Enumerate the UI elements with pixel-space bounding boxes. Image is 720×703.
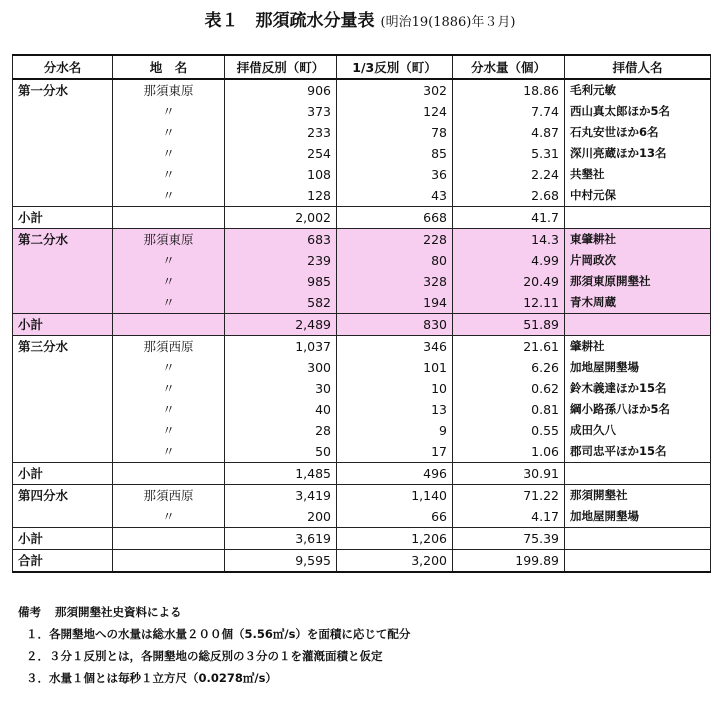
branch-cell bbox=[13, 399, 113, 420]
table-row bbox=[13, 336, 711, 358]
place-cell bbox=[113, 207, 225, 229]
person-cell bbox=[565, 207, 711, 229]
third-area-cell: 830 bbox=[337, 314, 453, 336]
third-area-cell: 1,206 bbox=[337, 528, 453, 550]
subtotal-row bbox=[13, 207, 711, 229]
table-title bbox=[0, 6, 720, 31]
area-cell: 2,002 bbox=[225, 207, 337, 229]
person-cell: 鈴木義達ほか15名 bbox=[565, 378, 711, 399]
branch-cell: 第三分水 bbox=[13, 336, 113, 358]
title-date: (明治19(1886)年３月) bbox=[380, 15, 516, 30]
header-row bbox=[13, 55, 711, 79]
person-cell: 深川亮蔵ほか13名 bbox=[565, 143, 711, 164]
person-cell: 那須東原開墾社 bbox=[565, 271, 711, 292]
notes bbox=[18, 601, 708, 689]
branch-cell: 第二分水 bbox=[13, 229, 113, 251]
header-branch: 分水名 bbox=[13, 55, 113, 79]
branch-cell bbox=[13, 506, 113, 528]
table-row bbox=[13, 122, 711, 143]
third-area-cell: 43 bbox=[337, 185, 453, 207]
place-cell: 〃 bbox=[113, 271, 225, 292]
header-place: 地 名 bbox=[113, 55, 225, 79]
place-cell: 那須西原 bbox=[113, 336, 225, 358]
place-cell: 〃 bbox=[113, 185, 225, 207]
water-cell: 4.87 bbox=[453, 122, 565, 143]
person-cell: 東肇耕社 bbox=[565, 229, 711, 251]
third-area-cell: 10 bbox=[337, 378, 453, 399]
branch-cell bbox=[13, 143, 113, 164]
area-cell: 3,619 bbox=[225, 528, 337, 550]
area-cell: 28 bbox=[225, 420, 337, 441]
area-cell: 128 bbox=[225, 185, 337, 207]
third-area-cell: 36 bbox=[337, 164, 453, 185]
area-cell: 233 bbox=[225, 122, 337, 143]
third-area-cell: 78 bbox=[337, 122, 453, 143]
water-cell: 1.06 bbox=[453, 441, 565, 463]
branch-cell bbox=[13, 357, 113, 378]
water-cell: 2.24 bbox=[453, 164, 565, 185]
area-cell: 50 bbox=[225, 441, 337, 463]
place-cell: 〃 bbox=[113, 122, 225, 143]
place-cell: 〃 bbox=[113, 420, 225, 441]
area-cell: 985 bbox=[225, 271, 337, 292]
branch-cell bbox=[13, 101, 113, 122]
person-cell: 加地屋開墾場 bbox=[565, 506, 711, 528]
person-cell: 石丸安世ほか6名 bbox=[565, 122, 711, 143]
person-cell: 共墾社 bbox=[565, 164, 711, 185]
table-row bbox=[13, 399, 711, 420]
branch-cell bbox=[13, 420, 113, 441]
header-third-area: 1/3反別（町） bbox=[337, 55, 453, 79]
table-row bbox=[13, 271, 711, 292]
area-cell: 1,485 bbox=[225, 463, 337, 485]
place-cell bbox=[113, 528, 225, 550]
branch-cell: 合計 bbox=[13, 550, 113, 573]
branch-cell bbox=[13, 164, 113, 185]
place-cell: 那須西原 bbox=[113, 485, 225, 507]
person-cell: 肇耕社 bbox=[565, 336, 711, 358]
place-cell bbox=[113, 463, 225, 485]
person-cell: 郡司忠平ほか15名 bbox=[565, 441, 711, 463]
place-cell: 〃 bbox=[113, 441, 225, 463]
header-person: 拝借人名 bbox=[565, 55, 711, 79]
third-area-cell: 101 bbox=[337, 357, 453, 378]
table-row bbox=[13, 292, 711, 314]
branch-cell: 小計 bbox=[13, 207, 113, 229]
third-area-cell: 66 bbox=[337, 506, 453, 528]
table-row bbox=[13, 357, 711, 378]
branch-cell bbox=[13, 441, 113, 463]
table-row bbox=[13, 229, 711, 251]
water-cell: 51.89 bbox=[453, 314, 565, 336]
place-cell: 〃 bbox=[113, 292, 225, 314]
water-cell: 30.91 bbox=[453, 463, 565, 485]
branch-cell bbox=[13, 292, 113, 314]
area-cell: 108 bbox=[225, 164, 337, 185]
branch-cell bbox=[13, 271, 113, 292]
table-row bbox=[13, 101, 711, 122]
place-cell: 那須東原 bbox=[113, 79, 225, 101]
branch-cell bbox=[13, 250, 113, 271]
branch-cell: 小計 bbox=[13, 463, 113, 485]
third-area-cell: 668 bbox=[337, 207, 453, 229]
area-cell: 254 bbox=[225, 143, 337, 164]
area-cell: 906 bbox=[225, 79, 337, 101]
table-row bbox=[13, 441, 711, 463]
third-area-cell: 124 bbox=[337, 101, 453, 122]
branch-cell: 小計 bbox=[13, 528, 113, 550]
note-item-1: １．各開墾地への水量は総水量２００個（5.56㎥/s）を面積に応じて配分 bbox=[26, 627, 411, 641]
table-body bbox=[13, 79, 711, 572]
area-cell: 40 bbox=[225, 399, 337, 420]
area-cell: 373 bbox=[225, 101, 337, 122]
area-cell: 9,595 bbox=[225, 550, 337, 573]
third-area-cell: 17 bbox=[337, 441, 453, 463]
branch-cell bbox=[13, 378, 113, 399]
header-area: 拝借反別（町） bbox=[225, 55, 337, 79]
person-cell: 加地屋開墾場 bbox=[565, 357, 711, 378]
third-area-cell: 9 bbox=[337, 420, 453, 441]
person-cell bbox=[565, 314, 711, 336]
title-main: 表１ 那須疏水分量表 bbox=[204, 11, 375, 31]
table-row bbox=[13, 164, 711, 185]
person-cell bbox=[565, 463, 711, 485]
water-cell: 4.17 bbox=[453, 506, 565, 528]
water-cell: 2.68 bbox=[453, 185, 565, 207]
water-cell: 18.86 bbox=[453, 79, 565, 101]
area-cell: 2,489 bbox=[225, 314, 337, 336]
notes-source-line bbox=[18, 601, 708, 623]
area-cell: 683 bbox=[225, 229, 337, 251]
person-cell: 成田久八 bbox=[565, 420, 711, 441]
subtotal-row bbox=[13, 528, 711, 550]
third-area-cell: 346 bbox=[337, 336, 453, 358]
place-cell: 〃 bbox=[113, 164, 225, 185]
area-cell: 582 bbox=[225, 292, 337, 314]
person-cell bbox=[565, 550, 711, 573]
water-cell: 0.55 bbox=[453, 420, 565, 441]
place-cell: 〃 bbox=[113, 378, 225, 399]
place-cell: 〃 bbox=[113, 143, 225, 164]
branch-cell bbox=[13, 185, 113, 207]
water-cell: 12.11 bbox=[453, 292, 565, 314]
third-area-cell: 228 bbox=[337, 229, 453, 251]
note-item-3: ３．水量１個とは毎秒１立方尺（0.0278㎥/s） bbox=[26, 671, 277, 685]
person-cell: 綱小路孫八ほか5名 bbox=[565, 399, 711, 420]
area-cell: 239 bbox=[225, 250, 337, 271]
table-row bbox=[13, 143, 711, 164]
branch-cell: 第四分水 bbox=[13, 485, 113, 507]
third-area-cell: 496 bbox=[337, 463, 453, 485]
third-area-cell: 1,140 bbox=[337, 485, 453, 507]
third-area-cell: 13 bbox=[337, 399, 453, 420]
person-cell: 那須開墾社 bbox=[565, 485, 711, 507]
person-cell: 中村元保 bbox=[565, 185, 711, 207]
table-row bbox=[13, 485, 711, 507]
person-cell bbox=[565, 528, 711, 550]
table-container bbox=[12, 54, 710, 573]
person-cell: 毛利元敏 bbox=[565, 79, 711, 101]
third-area-cell: 328 bbox=[337, 271, 453, 292]
person-cell: 西山真太郎ほか5名 bbox=[565, 101, 711, 122]
notes-source: 那須開墾社史資料による bbox=[55, 605, 182, 619]
third-area-cell: 85 bbox=[337, 143, 453, 164]
third-area-cell: 302 bbox=[337, 79, 453, 101]
water-cell: 199.89 bbox=[453, 550, 565, 573]
person-cell: 青木周蔵 bbox=[565, 292, 711, 314]
table-row bbox=[13, 420, 711, 441]
water-cell: 41.7 bbox=[453, 207, 565, 229]
area-cell: 30 bbox=[225, 378, 337, 399]
branch-cell: 第一分水 bbox=[13, 79, 113, 101]
subtotal-row bbox=[13, 463, 711, 485]
table-row bbox=[13, 250, 711, 271]
third-area-cell: 194 bbox=[337, 292, 453, 314]
water-cell: 0.81 bbox=[453, 399, 565, 420]
subtotal-row bbox=[13, 314, 711, 336]
branch-cell bbox=[13, 122, 113, 143]
water-cell: 75.39 bbox=[453, 528, 565, 550]
water-cell: 0.62 bbox=[453, 378, 565, 399]
note-item-2: ２．３分１反別とは，各開墾地の総反別の３分の１を灌漑面積と仮定 bbox=[26, 649, 383, 663]
person-cell: 片岡政次 bbox=[565, 250, 711, 271]
area-cell: 3,419 bbox=[225, 485, 337, 507]
third-area-cell: 80 bbox=[337, 250, 453, 271]
water-cell: 21.61 bbox=[453, 336, 565, 358]
table-row bbox=[13, 506, 711, 528]
third-area-cell: 3,200 bbox=[337, 550, 453, 573]
total-row bbox=[13, 550, 711, 573]
water-cell: 5.31 bbox=[453, 143, 565, 164]
header-water: 分水量（個） bbox=[453, 55, 565, 79]
place-cell: 〃 bbox=[113, 250, 225, 271]
area-cell: 300 bbox=[225, 357, 337, 378]
water-cell: 4.99 bbox=[453, 250, 565, 271]
area-cell: 200 bbox=[225, 506, 337, 528]
water-cell: 14.3 bbox=[453, 229, 565, 251]
place-cell: 〃 bbox=[113, 357, 225, 378]
water-cell: 7.74 bbox=[453, 101, 565, 122]
water-cell: 6.26 bbox=[453, 357, 565, 378]
notes-label: 備考 bbox=[18, 605, 41, 619]
water-allocation-table bbox=[12, 54, 711, 573]
table-row bbox=[13, 185, 711, 207]
water-cell: 71.22 bbox=[453, 485, 565, 507]
water-cell: 20.49 bbox=[453, 271, 565, 292]
table-row bbox=[13, 79, 711, 101]
area-cell: 1,037 bbox=[225, 336, 337, 358]
table-row bbox=[13, 378, 711, 399]
place-cell: 〃 bbox=[113, 506, 225, 528]
place-cell bbox=[113, 550, 225, 573]
branch-cell: 小計 bbox=[13, 314, 113, 336]
place-cell: 〃 bbox=[113, 399, 225, 420]
place-cell: 〃 bbox=[113, 101, 225, 122]
place-cell: 那須東原 bbox=[113, 229, 225, 251]
place-cell bbox=[113, 314, 225, 336]
